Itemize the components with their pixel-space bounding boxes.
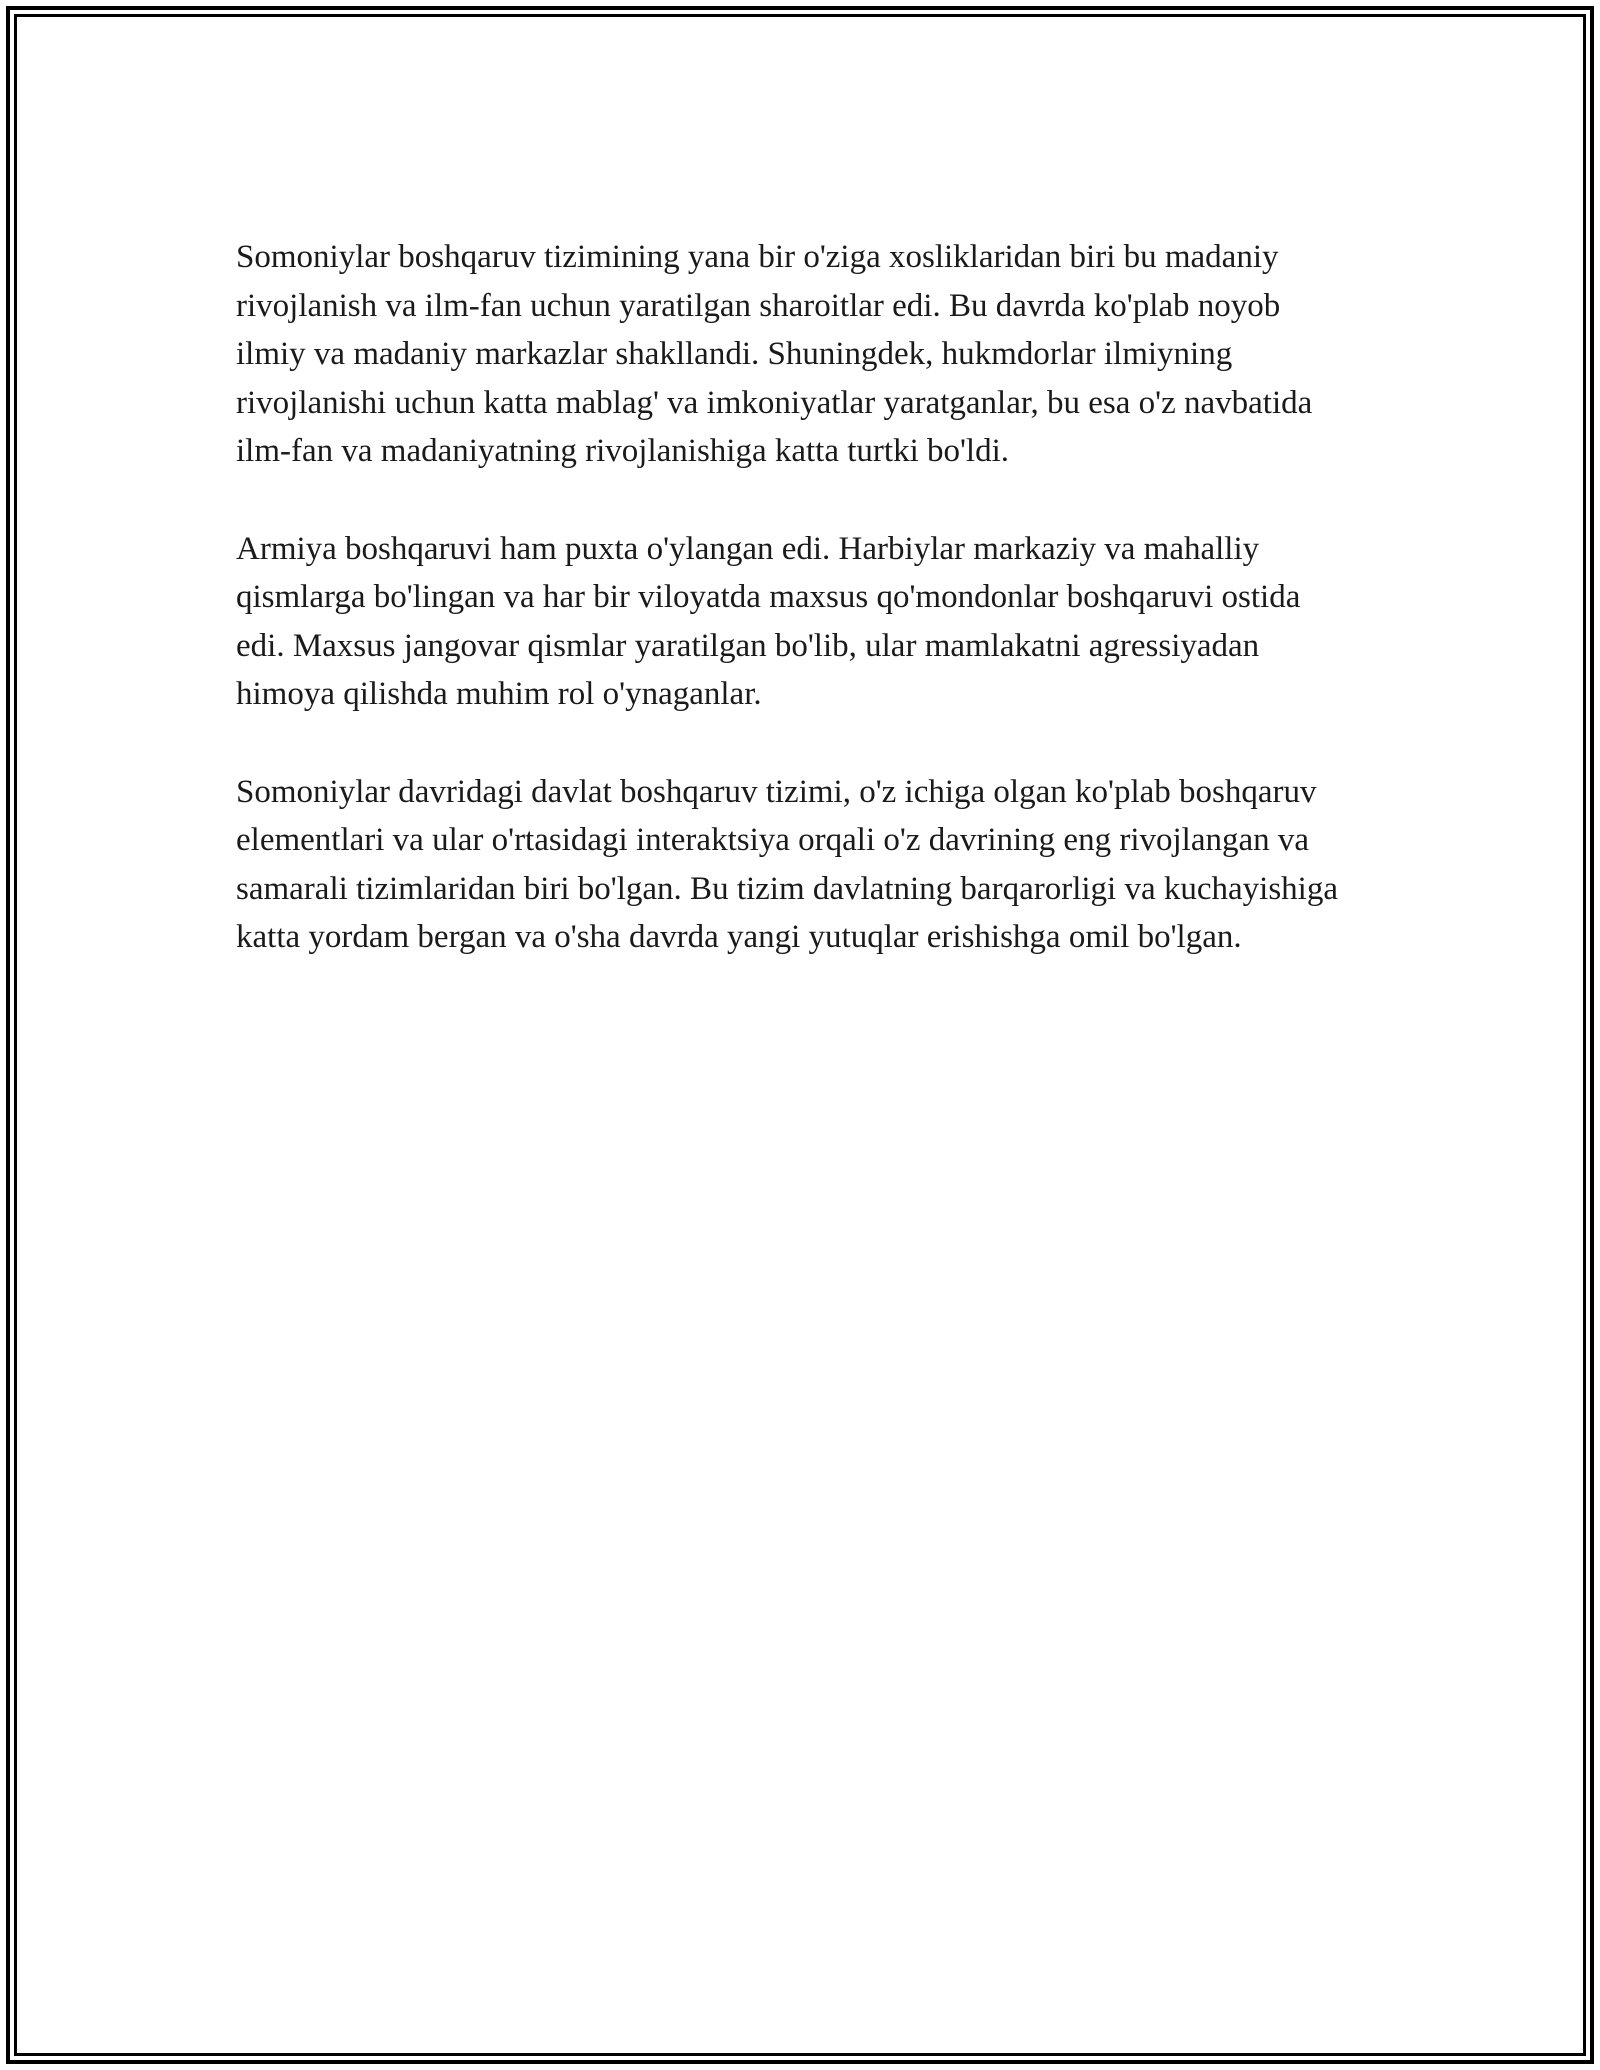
paragraph-1: Somoniylar boshqaruv tizimining yana bir o'ziga xosliklaridan biri bu madaniy rivojlanish va ilm-fan uchun yaratilgan sharoitlar edi. Bu davrda ko'plab noyob ilmiy va madaniy markazlar shakllandi. Shuningdek, hukmdorlar ilmiyning rivojlanishi uchun katta mablag' va imkoniyatlar yaratganlar, bu esa o'z navbatida ilm-fan va madaniyatning rivojlanishiga katta turtki bo'ldi. [236,239,1313,469]
document-body [236,233,1356,1011]
paragraph-2: Armiya boshqaruvi ham puxta o'ylangan edi. Harbiylar markaziy va mahalliy qismlarga bo'lingan va har bir viloyatda maxsus qo'mondonlar boshqaruvi ostida edi. Maxsus jangovar qismlar yaratilgan bo'lib, ular mamlakatni agressiyadan himoya qilishda muhim rol o'ynaganlar. [236,530,1301,712]
paragraph-3: Somoniylar davridagi davlat boshqaruv tizimi, o'z ichiga olgan ko'plab boshqaruv elementlari va ular o'rtasidagi interaktsiya orqali o'z davrining eng rivojlangan va samarali tizimlaridan biri bo'lgan. Bu tizim davlatning barqarorligi va kuchayishiga katta yordam bergan va o'sha davrda yangi yutuqlar erishishga omil bo'lgan. [236,773,1338,955]
